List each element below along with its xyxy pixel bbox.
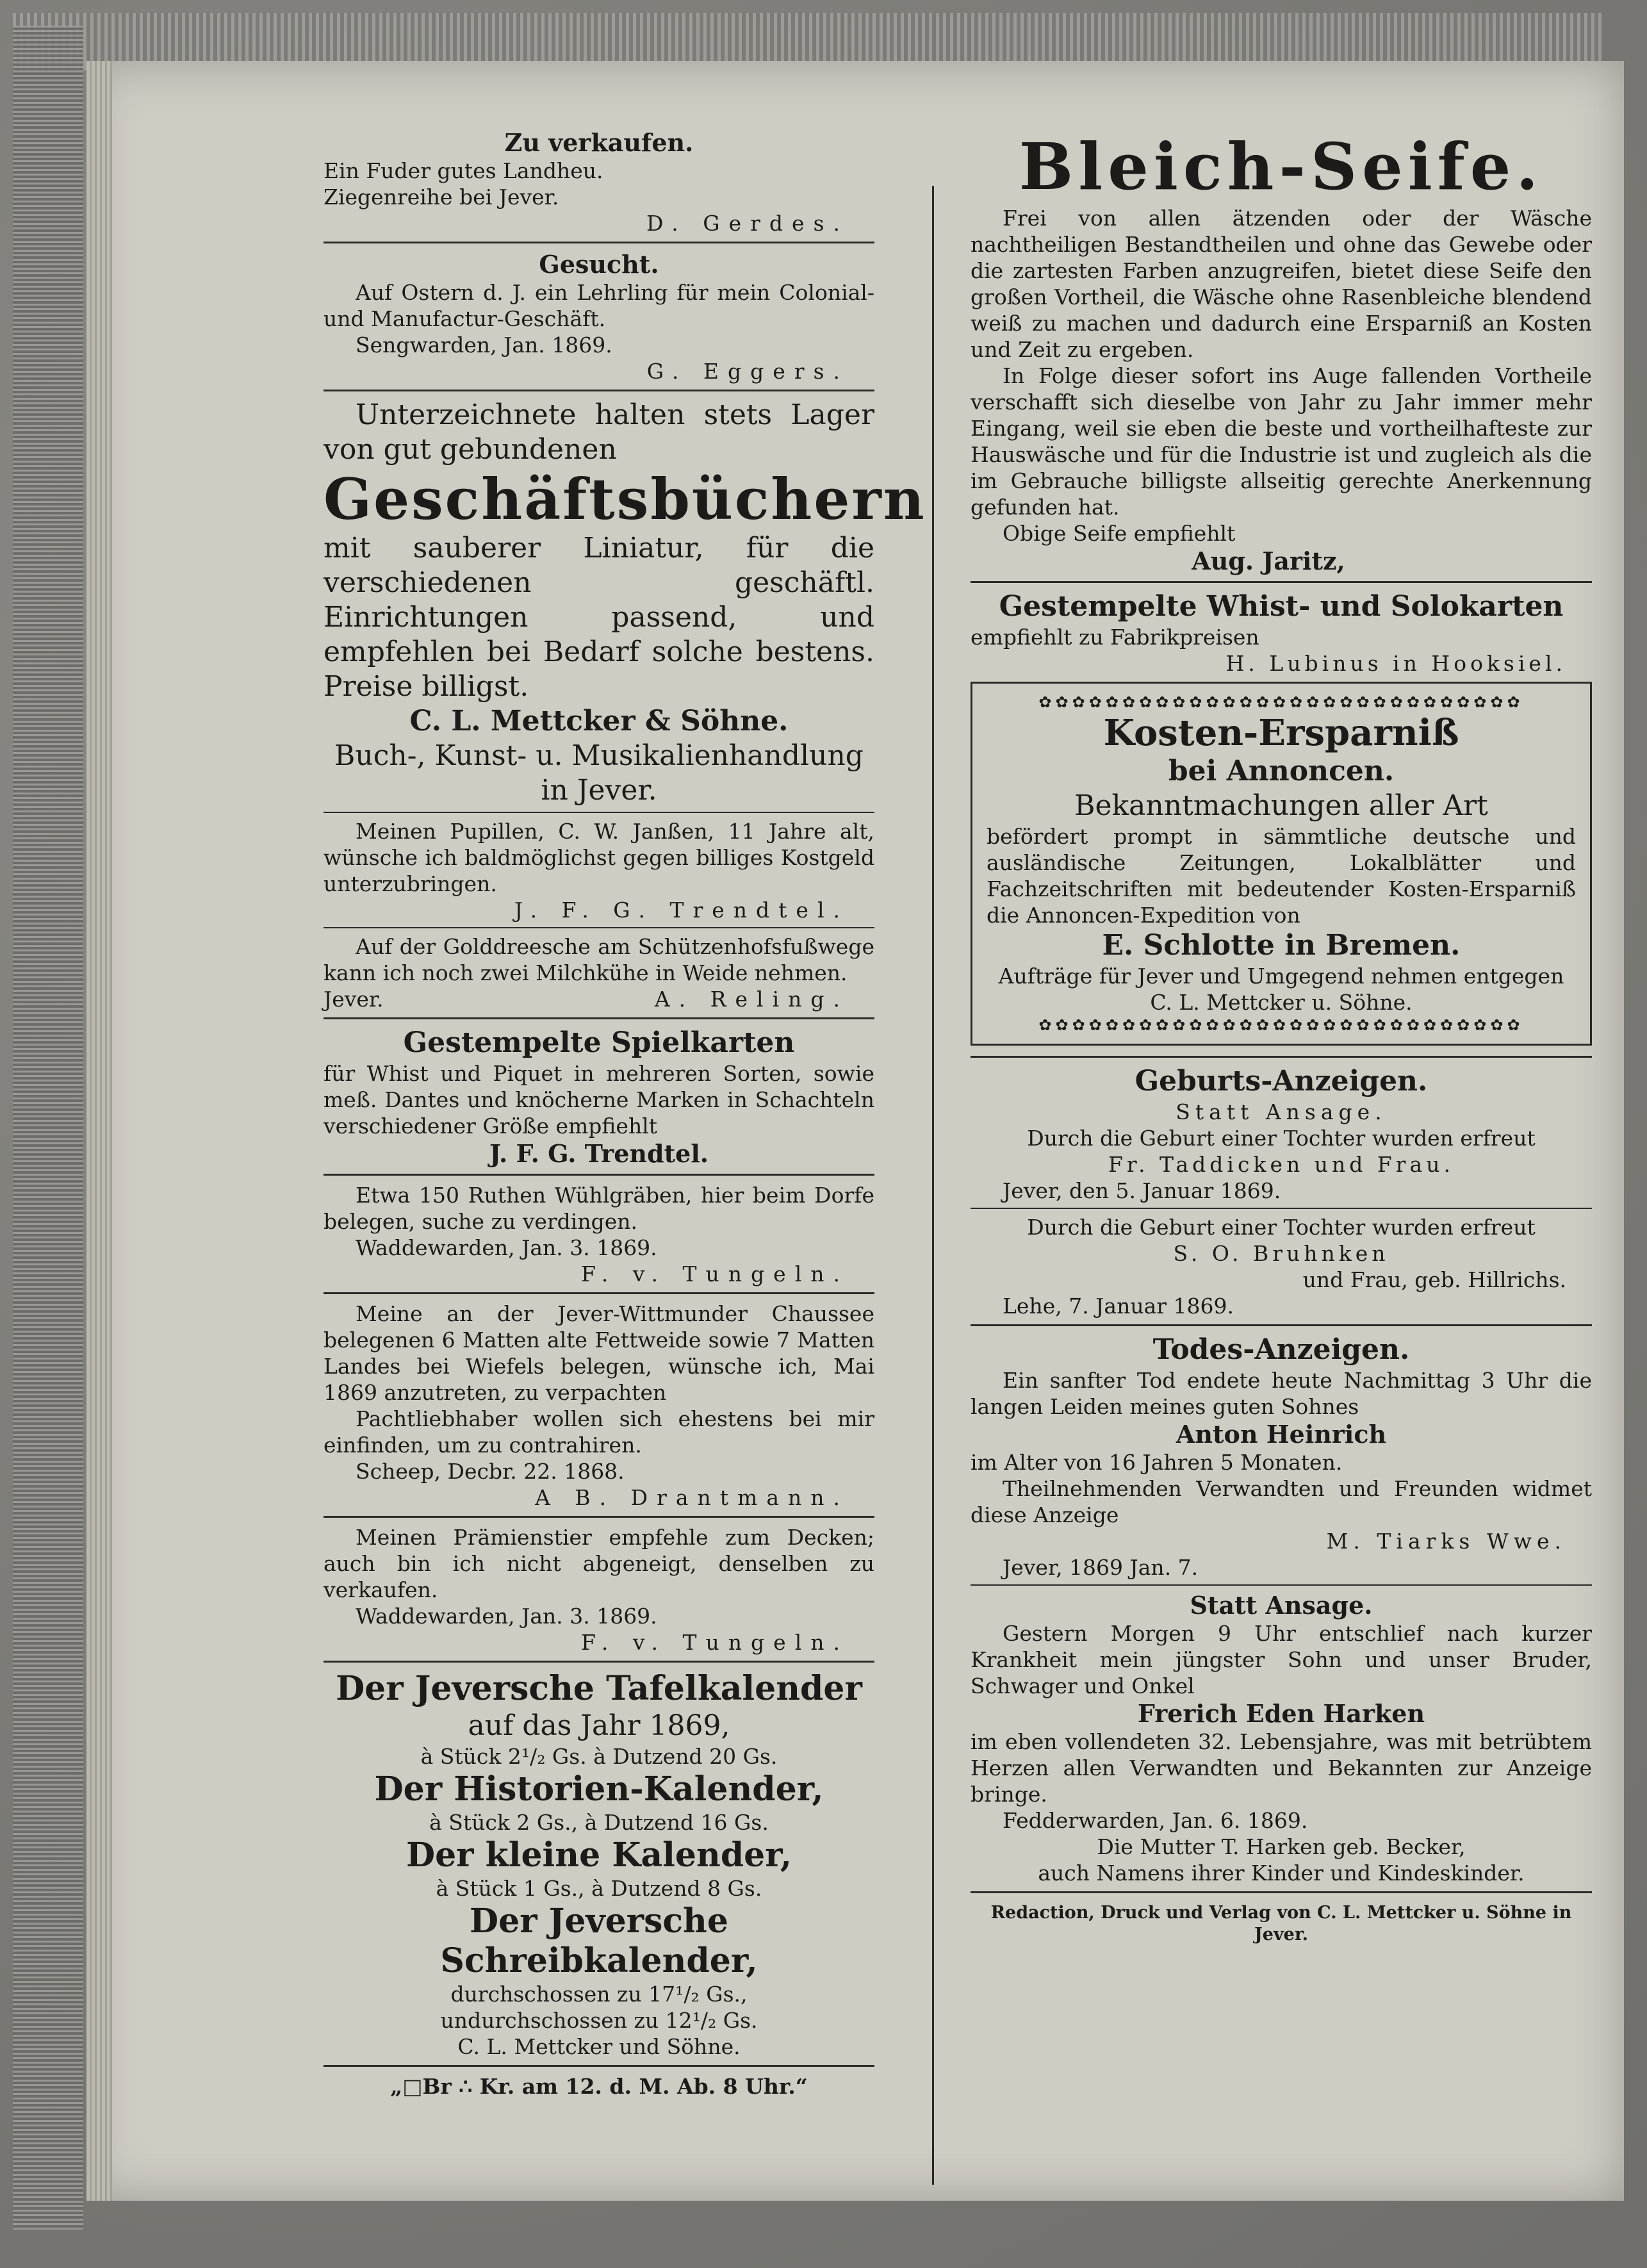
ad-text: mit sauberer Liniatur, für die verschiedenen geschäftl. Einrichtungen passend, und empfehlen bei Bedarf solche bestens. Preise billigst. — [324, 532, 874, 703]
notice-signature: Fr. Taddicken und Frau. — [1108, 1152, 1454, 1177]
ad-text: Auf Ostern d. J. ein Lehrling für mein Colonial- und Manufactur-Geschäft. — [324, 280, 874, 331]
notice-place-date: Jever, 1869 Jan. 7. — [1003, 1555, 1199, 1580]
ad-solokarten — [971, 589, 1592, 677]
ad-praemienstier — [324, 1524, 874, 1656]
section-title: Geburts-Anzeigen. — [1135, 1065, 1428, 1097]
ad-title: Gestempelte Whist- und Solokarten — [999, 590, 1564, 623]
calendar-title: Der kleine Kalender, — [406, 1836, 792, 1875]
ad-place-date: Waddewarden, Jan. 3. 1869. — [356, 1604, 657, 1629]
deceased-name: Frerich Eden Harken — [1137, 1699, 1425, 1728]
separator-rule — [324, 812, 874, 813]
notice-text: im eben vollendeten 32. Lebensjahre, was mit betrübtem Herzen allen Verwandten und Bekannten zur Anzeige bringe. — [971, 1729, 1592, 1807]
ad-place-date: Sengwarden, Jan. 1869. — [356, 333, 612, 357]
ad-title: Gestempelte Spielkarten — [403, 1026, 795, 1059]
ad-text: Meinen Prämienstier empfehle zum Decken; auch bin ich nicht abgeneigt, denselben zu verkaufen. — [324, 1525, 874, 1602]
ad-signature: J. F. G. Trendtel. — [514, 898, 849, 923]
ad-text: für Whist und Piquet in mehreren Sorten, sowie meß. Dantes und knöcherne Marken in Schachteln verschiedener Größe empfiehlt — [324, 1061, 874, 1138]
ad-signature: C. L. Mettcker und Söhne. — [457, 2034, 741, 2059]
ad-zu-verkaufen — [324, 128, 874, 236]
section-title: Todes-Anzeigen. — [1152, 1333, 1410, 1366]
left-column — [324, 128, 926, 2100]
ad-signature: H. Lubinus in Hooksiel. — [1225, 651, 1566, 676]
calendar-price: undurchschossen zu 12¹/₂ Gs. — [440, 2008, 758, 2033]
separator-rule — [971, 1584, 1592, 1586]
ad-firm: E. Schlotte in Bremen. — [1102, 929, 1461, 962]
ad-text: Obige Seife empfiehlt — [1003, 521, 1236, 546]
notice-label: Statt Ansage. — [1190, 1591, 1373, 1620]
ad-text: empfiehlt zu Fabrikpreisen — [971, 625, 1259, 650]
ad-headline: Kosten-Ersparniß — [1103, 712, 1459, 754]
ad-signature: F. v. Tungeln. — [581, 1630, 849, 1655]
separator-rule — [324, 1292, 874, 1294]
ad-signature: J. F. G. Trendtel. — [489, 1139, 709, 1168]
births-section — [971, 1064, 1592, 1319]
separator-rule — [971, 1208, 1592, 1209]
ornament-border-bottom: ✿✿✿✿✿✿✿✿✿✿✿✿✿✿✿✿✿✿✿✿✿✿✿✿✿✿✿✿✿ — [1038, 1016, 1524, 1034]
notice-text: Durch die Geburt einer Tochter wurden erfreut — [1027, 1215, 1536, 1240]
ad-geschaeftsbuecher — [324, 398, 926, 808]
ad-text: Meine an der Jever-Wittmunder Chaussee belegenen 6 Matten alte Fettweide sowie 7 Matten Landes bei Wiefels belegen, wünsche ich, Mai 1869 anzutreten, zu verpachten — [324, 1301, 874, 1405]
ad-signature: A. Reling. — [654, 987, 849, 1012]
ad-gesucht — [324, 250, 874, 384]
separator-rule — [324, 1017, 874, 1019]
right-column — [971, 128, 1592, 1946]
ad-signature: F. v. Tungeln. — [581, 1261, 849, 1286]
separator-rule — [324, 1661, 874, 1663]
separator-rule — [324, 242, 874, 243]
calendar-price: durchschossen zu 17¹/₂ Gs., — [450, 1982, 748, 2007]
ad-firm-line: in Jever. — [541, 774, 657, 807]
ad-line: Ein Fuder gutes Landheu. — [324, 158, 603, 183]
separator-rule — [971, 1056, 1592, 1058]
ad-footer-line — [324, 986, 874, 1012]
lodge-notice: „□Br ∴ Kr. am 12. d. M. Ab. 8 Uhr.“ — [390, 2074, 808, 2099]
ad-bleich-seife — [971, 128, 1592, 576]
ad-title: Zu verkaufen. — [504, 128, 694, 157]
notice-text: Ein sanfter Tod endete heute Nachmittag 3 Uhr die langen Leiden meines guten Sohnes — [971, 1368, 1592, 1419]
notice-place-date: Fedderwarden, Jan. 6. 1869. — [1003, 1808, 1308, 1833]
calendar-title: Der Historien-Kalender, — [374, 1770, 824, 1809]
ad-firm-line: Buch-, Kunst- u. Musikalienhandlung — [334, 739, 864, 772]
separator-rule — [971, 1324, 1592, 1326]
notice-text: Durch die Geburt einer Tochter wurden erfreut — [1027, 1126, 1536, 1151]
page-stack-edge — [86, 61, 112, 2201]
ad-signature: Aug. Jaritz, — [1192, 546, 1345, 575]
ad-pupillen — [324, 818, 874, 923]
ad-text: Etwa 150 Ruthen Wühlgräben, hier beim Dorfe belegen, suche zu verdingen. — [324, 1183, 874, 1234]
ad-fettweide — [324, 1301, 874, 1511]
ad-signature: G. Eggers. — [646, 359, 849, 384]
separator-rule — [971, 1891, 1592, 1893]
separator-rule — [324, 1174, 874, 1176]
calendar-price: à Stück 2 Gs., à Dutzend 16 Gs. — [429, 1810, 769, 1835]
notice-signature: auch Namens ihrer Kinder und Kindeskinder. — [1038, 1861, 1525, 1886]
calendar-price: à Stück 2¹/₂ Gs. à Dutzend 20 Gs. — [420, 1744, 778, 1769]
notice-place-date: Lehe, 7. Januar 1869. — [1003, 1294, 1234, 1319]
ad-text: Frei von allen ätzenden oder der Wäsche nachtheiligen Bestandtheilen und ohne das Gewebe oder die zartesten Farben anzugreifen, bietet diese Seife den großen Vortheil, die Wäsche ohne Rasenbleiche blendend weiß zu machen und dadurch eine Ersparniß an Kosten und Zeit zu ergeben. — [971, 206, 1592, 362]
notice-signature: M. Tiarks Wwe. — [1326, 1529, 1566, 1554]
separator-rule — [324, 1516, 874, 1518]
ad-line: Ziegenreihe bei Jever. — [324, 185, 559, 210]
separator-rule — [971, 581, 1592, 583]
calendar-line: auf das Jahr 1869, — [468, 1709, 730, 1742]
ad-signature: D. Gerdes. — [646, 211, 849, 236]
ad-place: Jever. — [324, 987, 384, 1012]
ad-text: In Folge dieser sofort ins Auge fallenden Vortheile verschafft sich dieselbe von Jahr zu Jahr immer mehr Eingang, weil sie eben die beste und vortheilhafteste zur Hauswäsche und für die Industrie ist und zugleich als die im Gebrauche billigste allseitig gerechte Anerkennung gefunden hat. — [971, 363, 1592, 520]
ad-headline: Bleich-Seife. — [1019, 129, 1544, 204]
notice-signature: S. O. Bruhnken — [1173, 1241, 1389, 1266]
notice-text: im Alter von 16 Jahren 5 Monaten. — [971, 1450, 1343, 1475]
calendar-title: Der Jeversche Tafelkalender — [336, 1669, 862, 1708]
ad-text: Auf der Golddreesche am Schützenhofsfußwege kann ich noch zwei Milchkühe in Weide nehmen. — [324, 934, 874, 985]
separator-rule — [324, 390, 874, 391]
column-divider — [932, 186, 934, 2185]
ad-place-date: Scheep, Decbr. 22. 1868. — [356, 1459, 625, 1484]
ad-text: Meinen Pupillen, C. W. Janßen, 11 Jahre alt, wünsche ich baldmöglichst gegen billiges Kostgeld unterzubringen. — [324, 819, 874, 896]
ad-kalender — [324, 1669, 874, 2060]
deceased-name: Anton Heinrich — [1176, 1420, 1387, 1449]
ad-subtitle: bei Annoncen. — [1168, 755, 1395, 787]
ad-signature: A B. Drantmann. — [535, 1485, 849, 1510]
notice-signature: und Frau, geb. Hillrichs. — [1302, 1267, 1566, 1292]
ad-place-date: Waddewarden, Jan. 3. 1869. — [356, 1235, 657, 1260]
deaths-section — [971, 1333, 1592, 1886]
notice-signature: Die Mutter T. Harken geb. Becker, — [1097, 1834, 1466, 1859]
ad-firm: C. L. Mettcker & Söhne. — [409, 705, 789, 737]
ad-text: Pachtliebhaber wollen sich ehestens bei mir einfinden, um zu contrahiren. — [324, 1406, 874, 1458]
ad-headline: Geschäftsbüchern — [324, 466, 926, 532]
ad-title: Gesucht. — [539, 250, 659, 279]
calendar-price: à Stück 1 Gs., à Dutzend 8 Gs. — [436, 1876, 762, 1901]
separator-rule — [324, 2065, 874, 2067]
notice-text: Gestern Morgen 9 Uhr entschlief nach kurzer Krankheit mein jüngster Sohn und unser Bruder, Schwager und Onkel — [971, 1621, 1592, 1698]
calendar-title: Der Jeversche Schreibkalender, — [440, 1902, 758, 1980]
ad-text: Aufträge für Jever und Umgegend nehmen entgegen C. L. Mettcker u. Söhne. — [998, 964, 1564, 1015]
ad-spielkarten — [324, 1026, 874, 1169]
separator-rule — [324, 927, 874, 928]
publisher-imprint: Redaction, Druck und Verlag von C. L. Mettcker u. Söhne in Jever. — [990, 1903, 1572, 1944]
ad-schlotte-box — [971, 682, 1592, 1046]
notice-label: Statt Ansage. — [1176, 1099, 1387, 1124]
ad-milchkuehe — [324, 933, 874, 1012]
ad-text: befördert prompt in sämmtliche deutsche und ausländische Zeitungen, Lokalblätter und Fachzeitschriften mit bedeutender Kosten-Ersparniß die Annoncen-Expedition von — [987, 824, 1576, 928]
ad-intro: Unterzeichnete halten stets Lager von gut gebundenen — [324, 399, 874, 466]
book-spine-edge — [13, 26, 83, 2230]
notice-place-date: Jever, den 5. Januar 1869. — [1003, 1178, 1281, 1203]
ad-wuehlgraeben — [324, 1182, 874, 1287]
notice-text: Theilnehmenden Verwandten und Freunden widmet diese Anzeige — [971, 1476, 1592, 1527]
ad-subtitle: Bekanntmachungen aller Art — [1074, 789, 1488, 822]
ornament-border-top: ✿✿✿✿✿✿✿✿✿✿✿✿✿✿✿✿✿✿✿✿✿✿✿✿✿✿✿✿✿ — [1038, 693, 1524, 711]
